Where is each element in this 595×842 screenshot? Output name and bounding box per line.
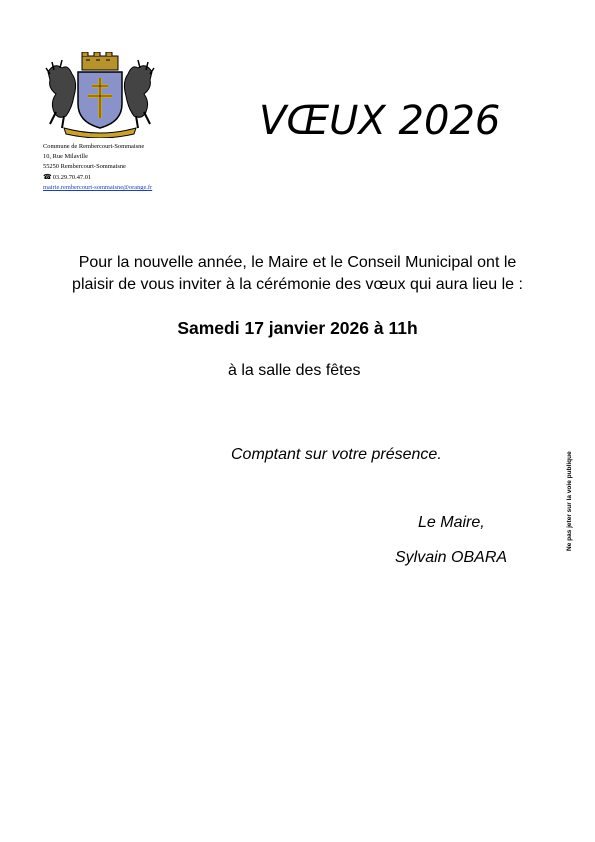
address-line: 55250 Rembercourt-Sommaisne [43, 163, 126, 170]
address-block [43, 142, 152, 193]
invitation-line: plaisir de vous inviter à la cérémonie des vœux qui aura lieu le : [72, 276, 523, 293]
signature-title: Le Maire, [418, 514, 485, 531]
address-line: 10, Rue Milaville [43, 153, 88, 160]
invitation-line: Pour la nouvelle année, le Maire et le Conseil Municipal ont le [78, 254, 517, 271]
page-title: VŒUX 2026 [259, 98, 501, 144]
address-line: Commune de Rembercourt-Sommaisne [43, 143, 145, 150]
closing-line: Comptant sur votre présence. [231, 446, 442, 463]
phone-icon: ☎ [43, 173, 52, 181]
coat-of-arms-icon [44, 52, 156, 138]
email-link[interactable]: mairie.rembercourt-sommaisne@orange.fr [43, 184, 153, 191]
side-note: Ne pas jeter sur la voie publique [566, 451, 573, 551]
event-date: Samedi 17 janvier 2026 à 11h [177, 318, 418, 338]
signature-name: Sylvain OBARA [395, 549, 508, 566]
phone-number: 03.29.70.47.01 [52, 174, 92, 181]
invitation-paragraph [40, 252, 555, 296]
event-venue: à la salle des fêtes [228, 362, 361, 379]
